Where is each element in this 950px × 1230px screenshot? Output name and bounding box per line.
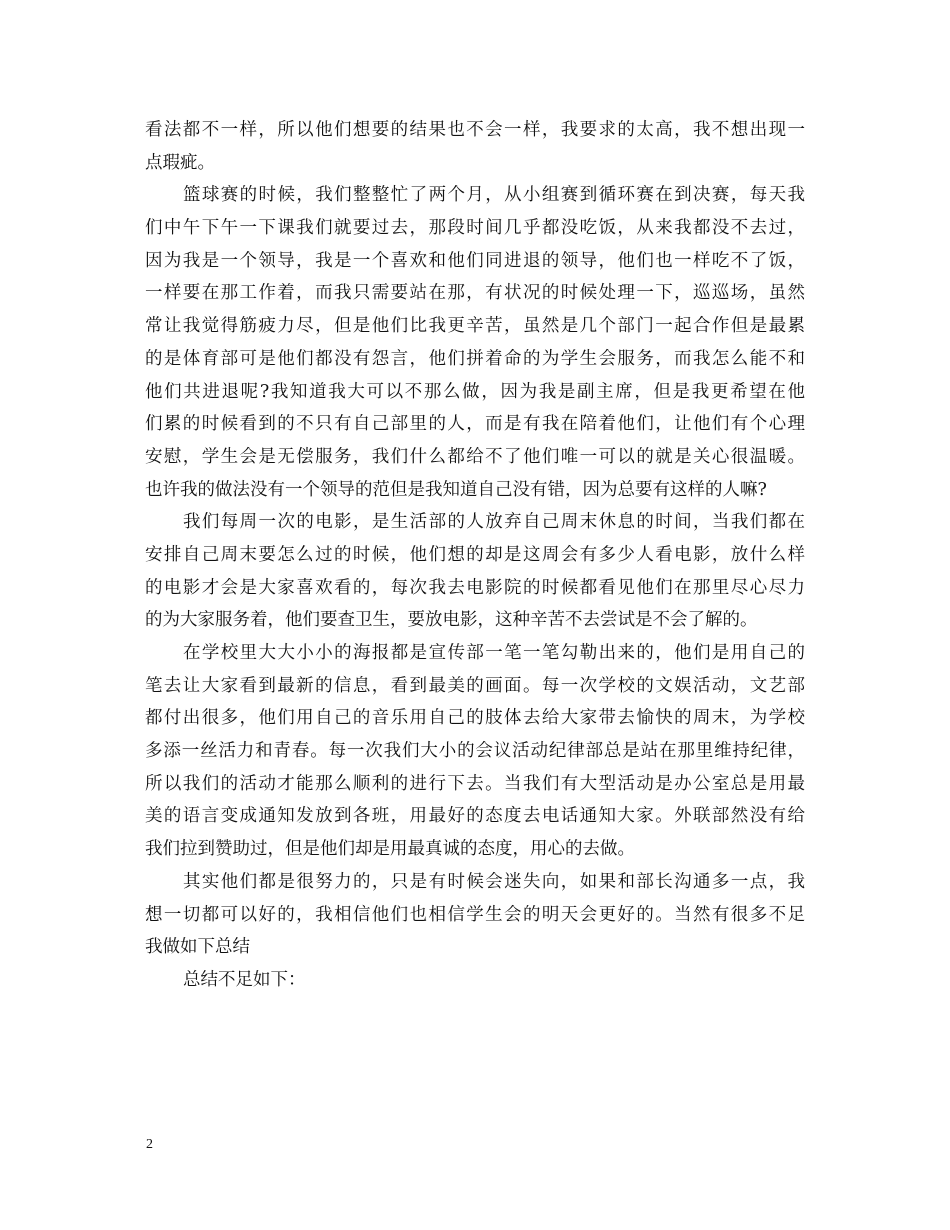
paragraph-3-line-1: 我们每周一次的电影，是生活部的人放弃自己周末休息的时间，当我们都在 xyxy=(183,512,805,533)
paragraph-3-line-4: 的为大家服务着，他们要查卫生，要放电影，这种辛苦不去尝试是不会了解的。 xyxy=(145,610,758,631)
paragraph-4-line-1: 在学校里大大小小的海报都是宣传部一笔一笔勾勒出来的，他们是用自己的 xyxy=(183,643,805,663)
paragraph-2-line-7: 他们共进退呢?我知道我大可以不那么做，因为我是副主席，但是我更希望在他 xyxy=(145,381,805,402)
paragraph-6-line-1: 总结不足如下： xyxy=(183,969,306,990)
paragraph-2-line-10: 也许我的做法没有一个领导的范但是我知道自己没有错，因为总要有这样的人嘛? xyxy=(145,479,767,500)
paragraph-5-line-1: 其实他们都是很努力的，只是有时候会迷失向，如果和部长沟通多一点，我 xyxy=(183,871,805,892)
paragraph-4-line-3: 都付出很多，他们用自己的音乐用自己的肢体去给大家带去愉快的周末，为学校 xyxy=(145,708,805,729)
paragraph-2-line-2: 们中午下午一下课我们就要过去，那段时间几乎都没吃饭，从来我都没不去过， xyxy=(145,218,805,239)
paragraph-1-line-2: 点瑕疵。 xyxy=(145,152,215,173)
paragraph-2-line-4: 一样要在那工作着，而我只需要站在那，有状况的时候处理一下，巡巡场，虽然 xyxy=(145,283,805,304)
page-number: 2 xyxy=(146,1137,153,1152)
paragraph-2-line-9: 安慰，学生会是无偿服务，我们什么都给不了他们唯一可以的就是关心很温暖。 xyxy=(145,446,805,467)
paragraph-5-line-2: 想一切都可以好的，我相信他们也相信学生会的明天会更好的。当然有很多不足 xyxy=(145,904,805,925)
paragraph-4-line-2: 笔去让大家看到最新的信息，看到最美的画面。每一次学校的文娱活动，文艺部 xyxy=(145,675,805,696)
paragraph-2-line-1: 篮球赛的时候，我们整整忙了两个月，从小组赛到循环赛在到决赛，每天我 xyxy=(183,185,805,206)
paragraph-4-line-7: 我们拉到赞助过，但是他们却是用最真诚的态度，用心的去做。 xyxy=(145,839,635,860)
paragraph-3-line-2: 安排自己周末要怎么过的时候，他们想的却是这周会有多少人看电影，放什么样 xyxy=(145,544,805,565)
paragraph-4-line-4: 多添一丝活力和青春。每一次我们大小的会议活动纪律部总是站在那里维持纪律， xyxy=(145,741,805,762)
paragraph-2-line-3: 因为我是一个领导，我是一个喜欢和他们同进退的领导，他们也一样吃不了饭， xyxy=(145,250,805,271)
paragraph-2-line-8: 们累的时候看到的不只有自己部里的人，而是有我在陪着他们，让他们有个心理 xyxy=(145,414,805,435)
paragraph-2-line-5: 常让我觉得筋疲力尽，但是他们比我更辛苦，虽然是几个部门一起合作但是最累 xyxy=(145,316,805,337)
paragraph-4-line-6: 美的语言变成通知发放到各班，用最好的态度去电话通知大家。外联部然没有给 xyxy=(145,806,805,827)
paragraph-2-line-6: 的是体育部可是他们都没有怨言，他们拼着命的为学生会服务，而我怎么能不和 xyxy=(145,348,805,369)
paragraph-1-line-1: 看法都不一样，所以他们想要的结果也不会一样，我要求的太高，我不想出现一 xyxy=(145,120,805,140)
paragraph-4-line-5: 所以我们的活动才能那么顺利的进行下去。当我们有大型活动是办公室总是用最 xyxy=(145,773,805,794)
paragraph-3-line-3: 的电影才会是大家喜欢看的，每次我去电影院的时候都看见他们在那里尽心尽力 xyxy=(145,577,805,598)
document-body xyxy=(145,114,805,997)
paragraph-5-line-3: 我做如下总结 xyxy=(145,937,250,958)
